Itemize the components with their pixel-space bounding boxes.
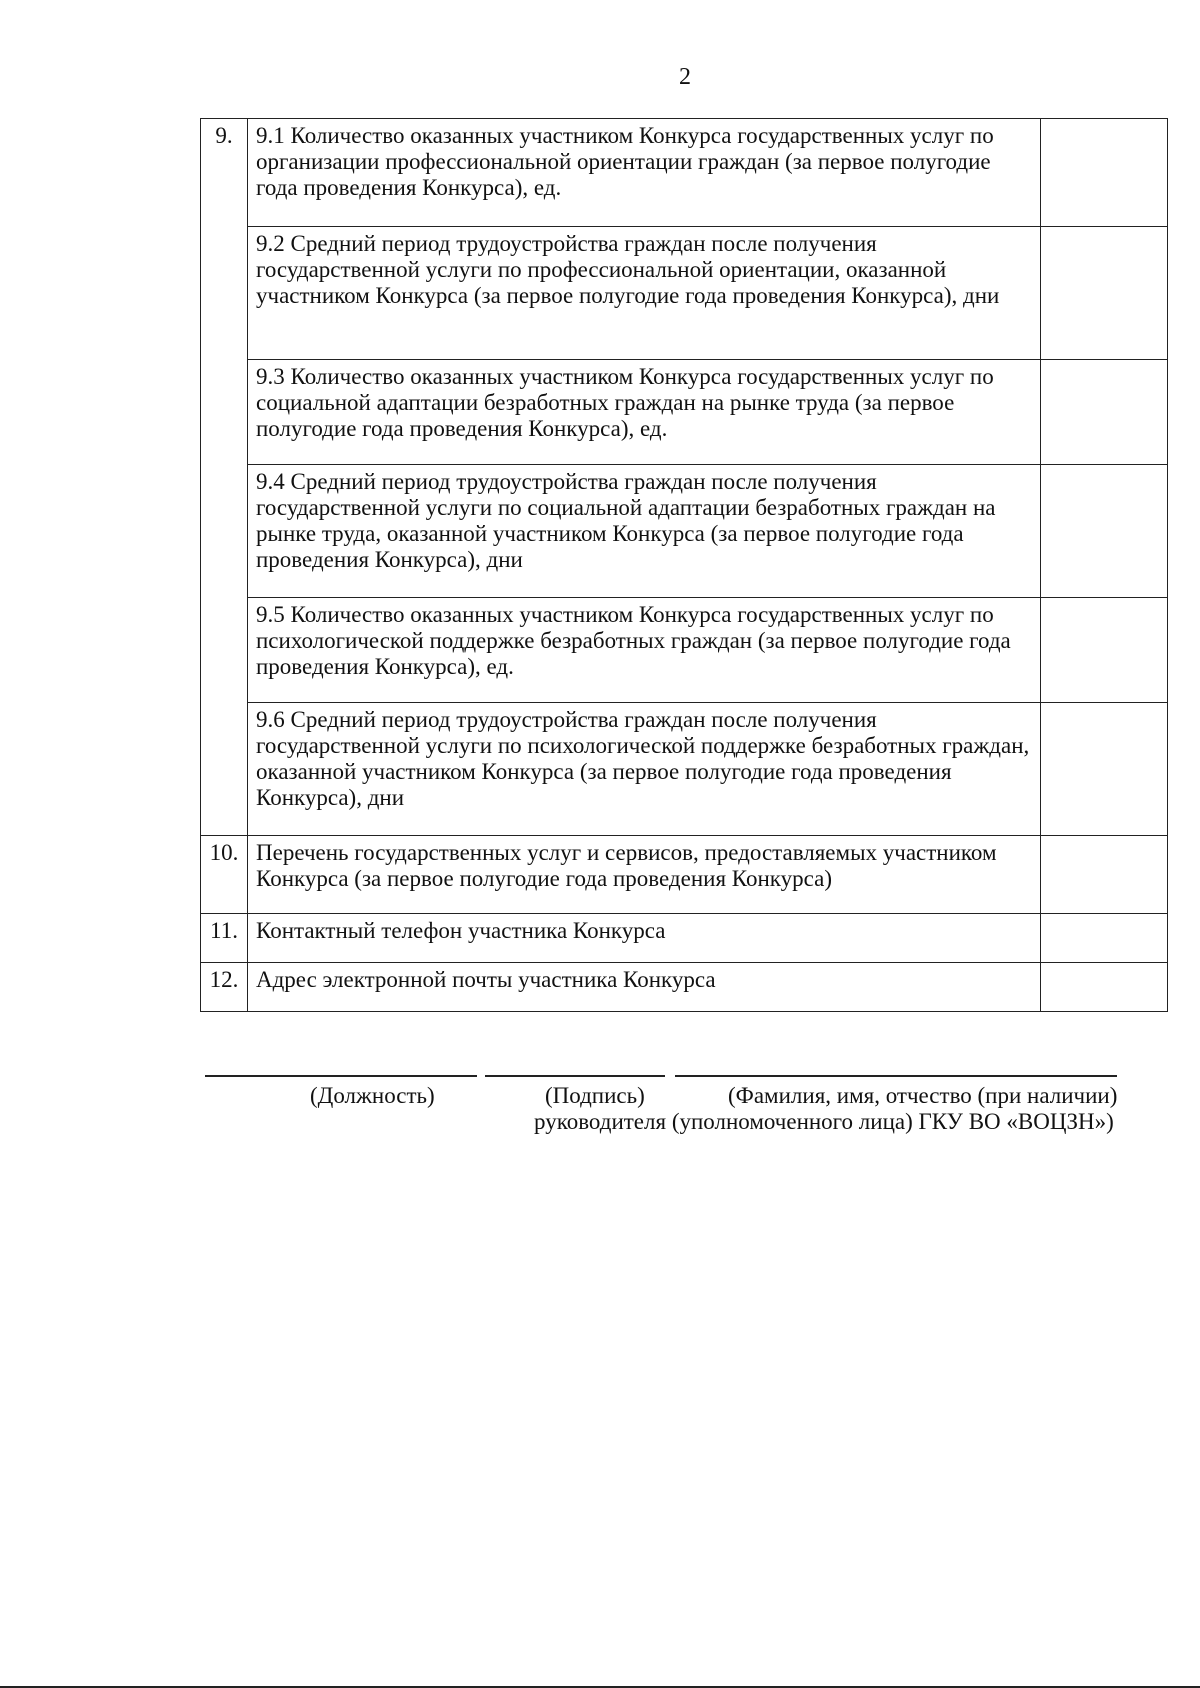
form-table xyxy=(200,118,1168,1012)
row-number: 11. xyxy=(201,914,248,963)
name-label: (Фамилия, имя, отчество (при наличии) xyxy=(728,1083,1118,1108)
row-number xyxy=(201,465,248,598)
row-number: 12. xyxy=(201,963,248,1012)
table-row xyxy=(201,360,1168,465)
row-value-cell[interactable] xyxy=(1041,598,1168,703)
row-number xyxy=(201,598,248,703)
row-description: Перечень государственных услуг и сервисов, предоставляемых участником Конкурса (за первое полугодие года проведения Конкурса) xyxy=(248,836,1041,914)
row-value-cell[interactable] xyxy=(1041,914,1168,963)
row-number xyxy=(201,227,248,360)
row-description: 9.4 Средний период трудоустройства граждан после получения государственной услуги по социальной адаптации безработных граждан на рынке труда, оказанной участником Конкурса (за первое полугодие года проведения Конкурса), дни xyxy=(248,465,1041,598)
row-number: 10. xyxy=(201,836,248,914)
table-row xyxy=(201,836,1168,914)
row-value-cell[interactable] xyxy=(1041,963,1168,1012)
page-number: 2 xyxy=(679,64,691,90)
row-value-cell[interactable] xyxy=(1041,227,1168,360)
table-row xyxy=(201,119,1168,227)
row-description: 9.2 Средний период трудоустройства граждан после получения государственной услуги по профессиональной ориентации, оказанной участником Конкурса (за первое полугодие года проведения Конкурса), дни xyxy=(248,227,1041,360)
bottom-divider xyxy=(0,1686,1200,1688)
table-row xyxy=(201,914,1168,963)
row-value-cell[interactable] xyxy=(1041,119,1168,227)
row-description: 9.5 Количество оказанных участником Конкурса государственных услуг по психологической поддержке безработных граждан (за первое полугодие года проведения Конкурса), ед. xyxy=(248,598,1041,703)
signature-lines xyxy=(205,1075,1117,1077)
row-description: Адрес электронной почты участника Конкурса xyxy=(248,963,1041,1012)
row-description: 9.6 Средний период трудоустройства граждан после получения государственной услуги по психологической поддержке безработных граждан, оказанной участником Конкурса (за первое полугодие года проведения Конкурса), дни xyxy=(248,703,1041,836)
row-description: Контактный телефон участника Конкурса xyxy=(248,914,1041,963)
row-value-cell[interactable] xyxy=(1041,360,1168,465)
row-value-cell[interactable] xyxy=(1041,465,1168,598)
position-signature-line[interactable] xyxy=(205,1075,477,1077)
table-row xyxy=(201,598,1168,703)
row-description: 9.3 Количество оказанных участником Конкурса государственных услуг по социальной адаптации безработных граждан на рынке труда (за первое полугодие года проведения Конкурса), ед. xyxy=(248,360,1041,465)
row-number xyxy=(201,360,248,465)
name-label-line2: руководителя (уполномоченного лица) ГКУ ВО «ВОЦЗН») xyxy=(534,1109,1114,1134)
table-row xyxy=(201,963,1168,1012)
row-value-cell[interactable] xyxy=(1041,836,1168,914)
position-label: (Должность) xyxy=(310,1083,435,1108)
signature-line[interactable] xyxy=(485,1075,665,1077)
row-number xyxy=(201,703,248,836)
table-row xyxy=(201,703,1168,836)
row-value-cell[interactable] xyxy=(1041,703,1168,836)
row-number: 9. xyxy=(201,119,248,227)
name-signature-line[interactable] xyxy=(675,1075,1117,1077)
table-row xyxy=(201,227,1168,360)
signature-label: (Подпись) xyxy=(545,1083,645,1108)
row-description: 9.1 Количество оказанных участником Конкурса государственных услуг по организации профессиональной ориентации граждан (за первое полугодие года проведения Конкурса), ед. xyxy=(248,119,1041,227)
table-row xyxy=(201,465,1168,598)
